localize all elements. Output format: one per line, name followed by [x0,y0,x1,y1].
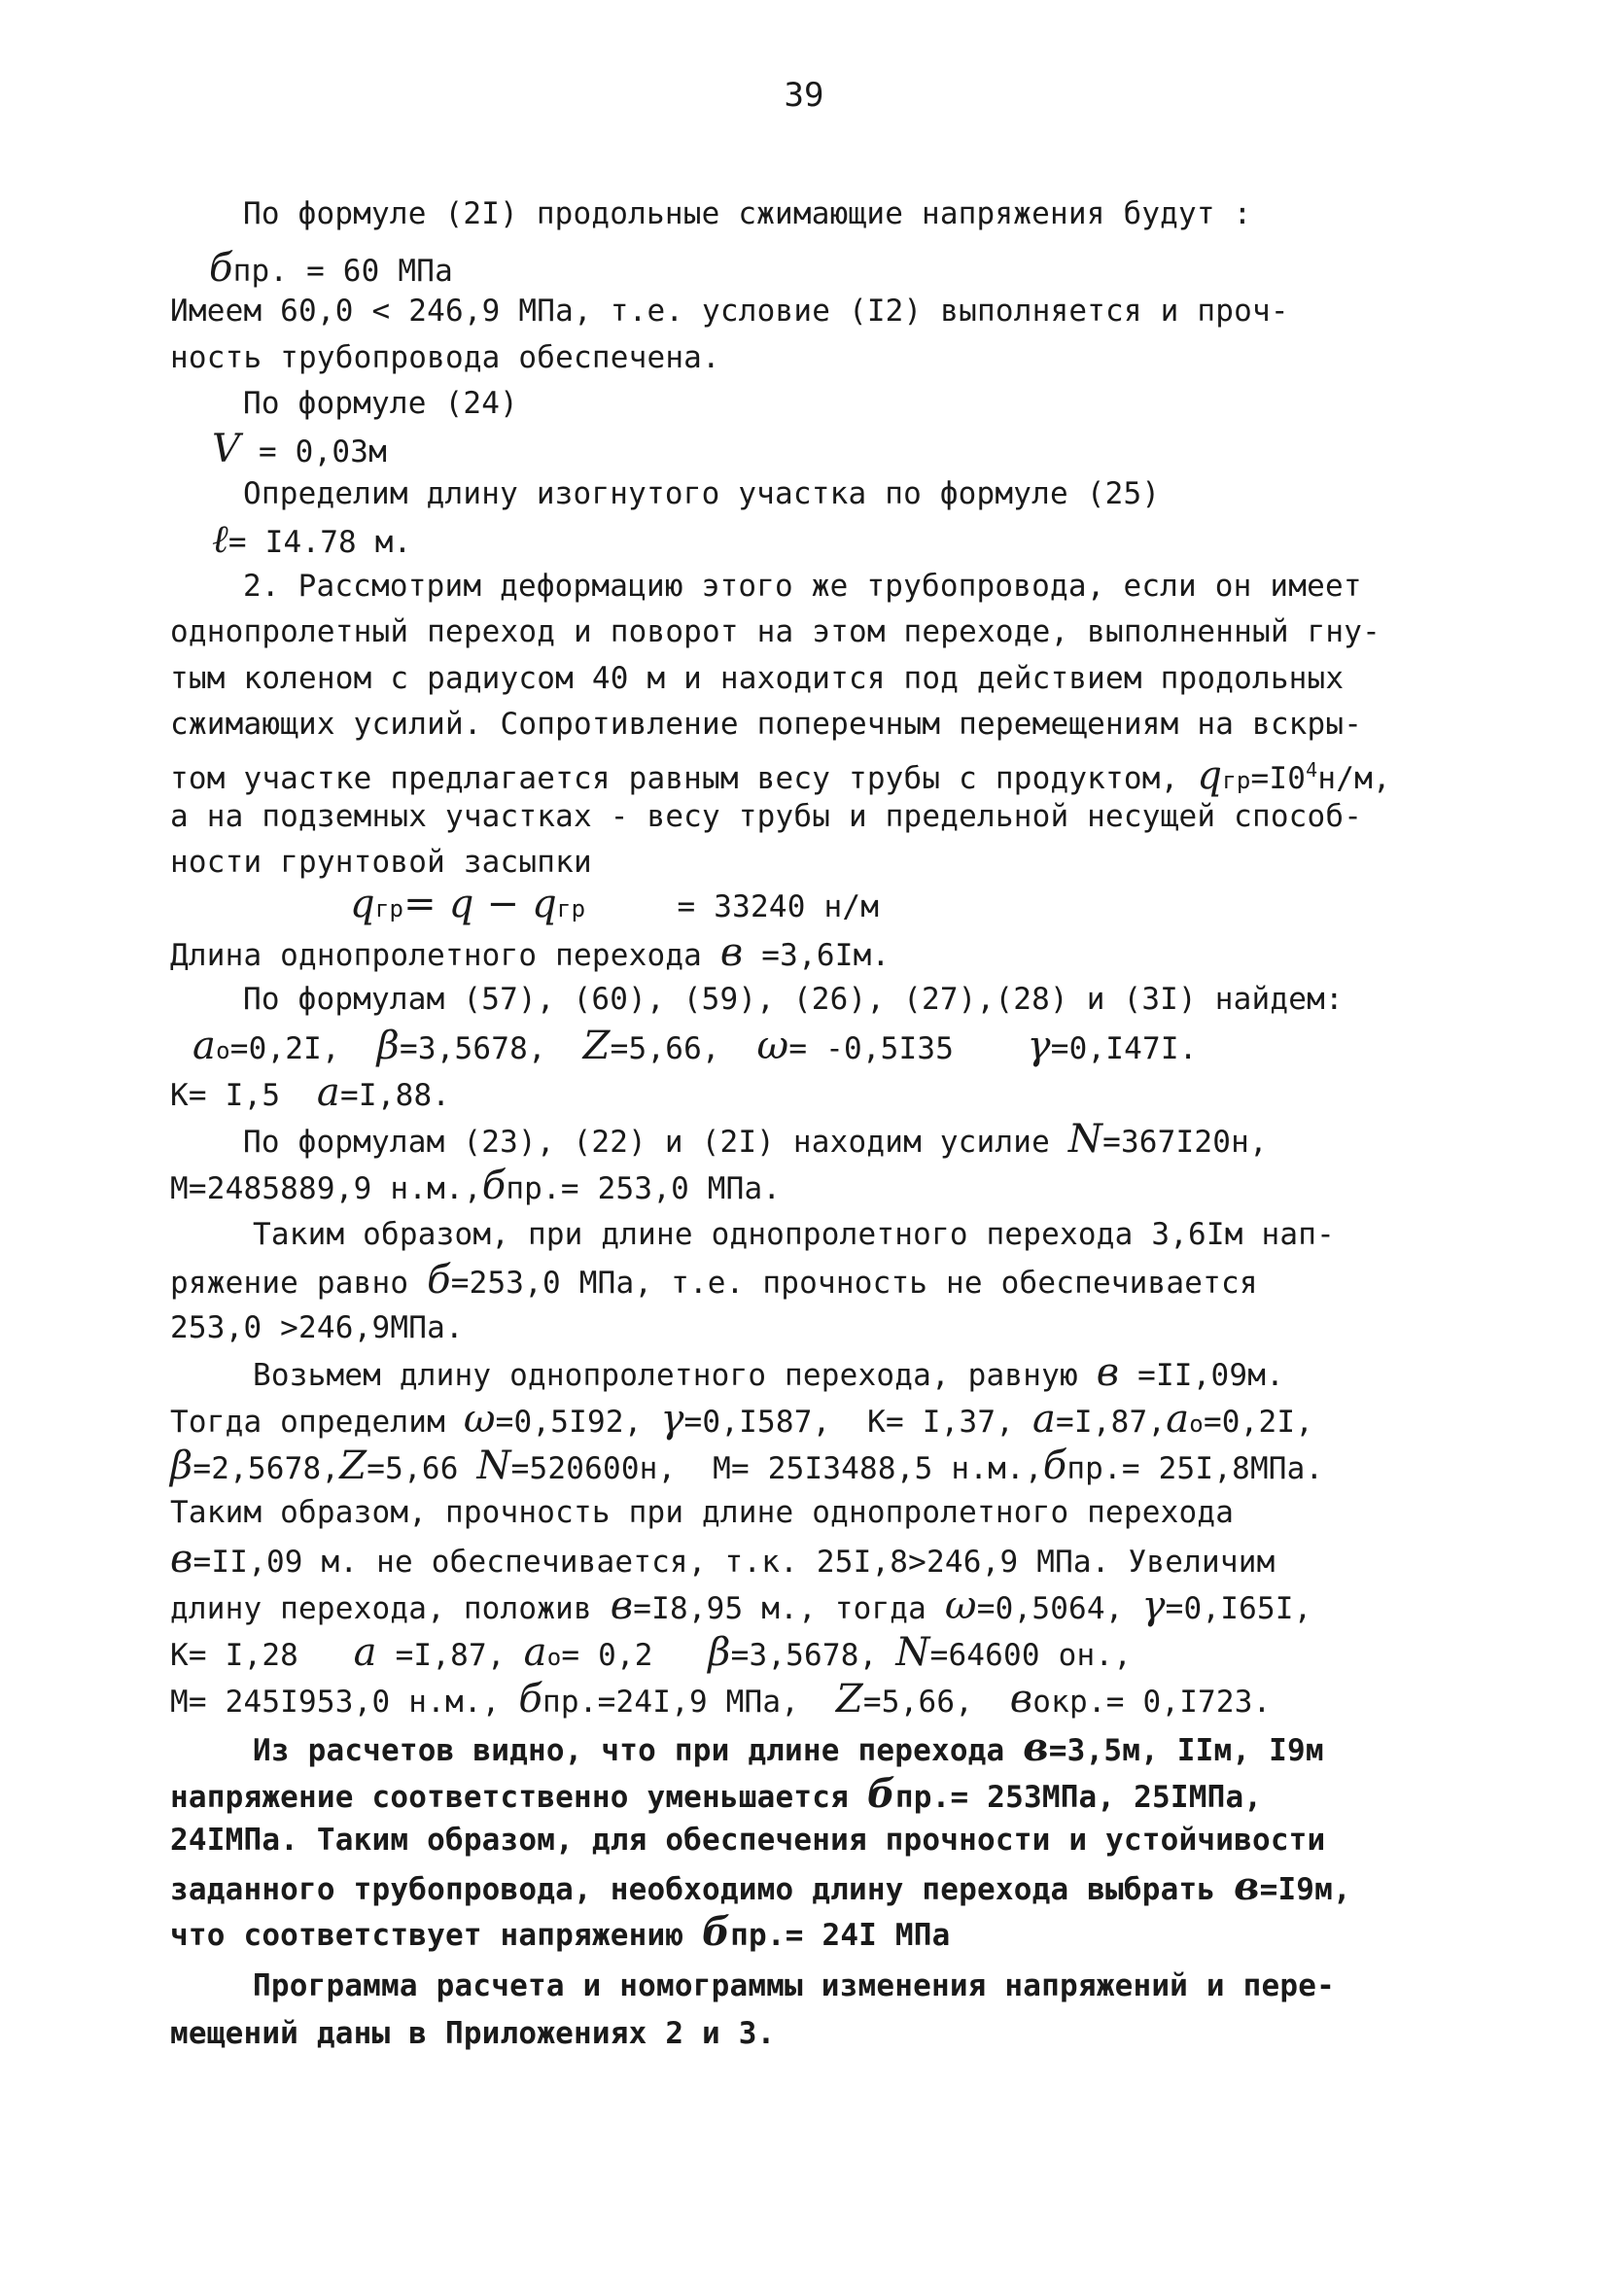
text-fragment: По формулам (57), (60), (59), (26), (27),(28) и (3I) найдем: [243,982,1344,1017]
handwritten-symbol: β [376,1024,400,1068]
text-line [170,1821,1325,1860]
text-line [170,930,891,975]
text-line [170,1863,1351,1909]
handwritten-symbol: ω [463,1397,496,1442]
text-line [170,659,1344,698]
text-fragment: =64600 он., [929,1638,1133,1673]
text-fragment: окр.= 0,I723. [1032,1685,1272,1720]
text-fragment: =I,87, [376,1638,524,1673]
text-fragment: =0,2I, [1203,1405,1314,1440]
handwritten-symbol: б [209,246,233,291]
text-fragment: M=2485889,9 н.м., [170,1171,482,1206]
text-line [243,384,518,423]
handwritten-symbol: в [1023,1724,1049,1770]
index-text: o [546,1644,562,1671]
handwritten-symbol: Z [835,1677,863,1722]
handwritten-symbol: в [1234,1863,1260,1909]
index-text: гр [374,895,404,922]
handwritten-symbol: a [1031,1397,1057,1442]
text-line [243,980,1344,1019]
text-fragment: а на подземных участках - весу трубы и предельной несущей способ- [170,799,1363,834]
text-line [170,1166,781,1208]
text-line [170,1493,1234,1532]
text-fragment: =5,66 [367,1451,477,1486]
text-line [170,843,592,882]
text-fragment: =367I20н, [1102,1125,1268,1160]
text-fragment: том участке предлагается равным весу трубы с продуктом, [170,761,1198,796]
text-fragment: =I,88. [339,1078,451,1113]
text-line [350,882,880,928]
text-fragment: По формулам (23), (22) и (2I) находим усилие [243,1125,1068,1160]
text-fragment: =II,09 м. не обеспечивается, т.к. 25I,8>246,9 МПа. Увеличим [192,1545,1276,1580]
text-fragment: 253,0 >246,9МПа. [170,1310,464,1345]
text-line [170,612,1381,651]
text-line [243,194,1252,233]
text-fragment: = 0,2 [561,1638,709,1673]
text-fragment: пр.= 24I МПа [730,1918,951,1953]
text-fragment: Имеем 60,0 < 246,9 МПа, т.е. условие (I2) выполняется и проч- [170,294,1289,329]
handwritten-symbol: б [1042,1444,1067,1488]
text-line [170,292,1289,330]
text-fragment: =0,I587, K= I,37, [683,1405,1032,1440]
text-line [170,797,1362,836]
text-fragment: = 0,03м [240,435,388,470]
text-line [212,517,412,562]
index-text: гр [1222,767,1251,794]
index-text: o [1189,1410,1204,1438]
text-fragment: что соответствует напряжению [170,1918,703,1953]
handwritten-symbol: a [353,1630,377,1675]
handwritten-symbol: в [1009,1677,1033,1722]
handwritten-symbol: q [350,882,375,926]
handwritten-symbol: V [212,427,241,471]
handwritten-symbol: N [476,1444,511,1488]
handwritten-symbol: q [1197,753,1223,798]
text-line [170,1630,1133,1677]
text-fragment: По формуле (2I) продольные сжимающие напряжения будут : [243,196,1252,231]
handwritten-symbol: ω [756,1024,789,1068]
text-fragment: K= I,28 [170,1638,354,1673]
text-line [170,705,1362,744]
handwritten-symbol: = q − q [403,882,557,926]
text-fragment: Определим длину изогнутого участка по формуле (25) [243,476,1161,511]
text-fragment: длину перехода, положив [170,1591,611,1626]
text-fragment: =II,09м. [1119,1358,1284,1393]
text-line [170,1070,451,1115]
text-fragment: = I4.78 м. [227,525,412,560]
handwritten-symbol: a [192,1024,217,1068]
text-line [170,1397,1314,1444]
text-fragment: =I8,95 м., тогда [633,1591,945,1626]
handwritten-symbol: γ [1141,1583,1166,1628]
text-fragment: =3,6Iм. [743,938,891,973]
text-line [192,1026,1198,1070]
text-fragment: напряжение соответственно уменьшается [170,1780,867,1815]
handwritten-symbol: б [481,1164,507,1208]
text-fragment: =520600н, M= 25I3488,5 н.м., [510,1451,1043,1486]
index-text: 4 [1306,758,1318,782]
handwritten-symbol: N [895,1630,930,1675]
text-fragment: =0,2I, [229,1031,377,1066]
text-fragment: =I9м, [1259,1872,1351,1907]
text-line [253,1215,1335,1254]
text-line [253,1966,1335,2005]
index-text: гр [556,895,586,922]
text-fragment: ряжение равно [170,1266,428,1301]
index-text: o [216,1037,230,1064]
handwritten-symbol: a [316,1070,340,1115]
handwritten-symbol: в [1096,1350,1120,1395]
text-fragment: ность трубопровода обеспечена. [170,340,720,375]
text-line [170,1583,1312,1628]
text-fragment: пр.=24I,9 МПа, [542,1685,836,1720]
text-fragment: =253,0 МПа, т.е. прочность не обеспечивается [450,1266,1258,1301]
text-fragment: однопролетный переход и поворот на этом переходе, выполненный гну- [170,614,1381,649]
handwritten-symbol: ℓ [212,517,228,562]
text-line [170,750,1391,800]
text-fragment: Длина однопролетного перехода [170,938,720,973]
text-line [212,427,388,471]
text-fragment: =2,5678, [192,1451,340,1486]
text-fragment: Таким образом, при длине однопролетного перехода 3,6Iм нап- [253,1217,1335,1252]
text-line [170,1446,1323,1488]
text-fragment: 24IМПа. Таким образом, для обеспечения прочности и устойчивости [170,1823,1326,1858]
text-fragment: =0,5064, [976,1591,1142,1626]
text-fragment: тым коленом с радиусом 40 м и находится под действием продольных [170,661,1345,696]
text-line [253,1350,1284,1395]
handwritten-symbol: б [866,1771,895,1817]
text-fragment: K= I,5 [170,1078,317,1113]
text-fragment: =5,66, [862,1685,1010,1720]
handwritten-symbol: γ [660,1397,684,1442]
text-line [243,474,1160,513]
text-fragment: = 33240 н/м [585,889,880,924]
text-line [209,246,453,291]
handwritten-symbol: Z [339,1444,367,1488]
text-fragment: M= 245I953,0 н.м., [170,1685,519,1720]
text-line [170,1258,1258,1303]
handwritten-symbol: б [518,1677,543,1722]
handwritten-symbol: Z [582,1024,611,1068]
text-line [170,1677,1272,1722]
text-line [170,2014,776,2053]
text-line [170,338,720,377]
text-fragment: Программа расчета и номограммы изменения напряжений и пере- [253,1968,1335,2003]
text-fragment: пр.= 25I,8МПа. [1066,1451,1324,1486]
handwritten-symbol: β [170,1444,193,1488]
text-line [170,1537,1276,1582]
text-fragment: По формуле (24) [243,386,518,421]
handwritten-symbol: б [702,1909,731,1955]
text-line [170,1909,951,1955]
text-fragment: Возьмем длину однопролетного перехода, равную [253,1358,1097,1393]
text-fragment: ности грунтовой засыпки [170,845,592,880]
handwritten-symbol: β [708,1630,731,1675]
text-fragment: н/м, [1317,761,1391,796]
text-line [170,1771,1263,1817]
text-fragment: Таким образом, прочность при длине однопролетного перехода [170,1495,1235,1530]
text-fragment: сжимающих усилий. Сопротивление поперечным перемещениям на вскры- [170,707,1363,742]
handwritten-symbol: γ [1027,1024,1051,1068]
text-line [243,567,1362,606]
text-fragment: = -0,5I35 [788,1031,1028,1066]
handwritten-symbol: a [1166,1397,1190,1442]
text-fragment: =3,5678, [730,1638,896,1673]
text-fragment: =0,I47I. [1050,1031,1198,1066]
text-fragment: Из расчетов видно, что при длине перехода [253,1733,1024,1768]
handwritten-symbol: ω [944,1583,977,1628]
text-fragment: =0,5I92, [495,1405,661,1440]
text-fragment: пр. = 60 МПа [232,254,453,289]
text-line [253,1724,1324,1770]
text-fragment: Тогда определим [170,1405,464,1440]
text-line [170,1308,464,1347]
text-fragment: заданного трубопровода, необходимо длину перехода выбрать [170,1872,1235,1907]
handwritten-symbol: в [719,930,744,975]
text-fragment: мещений даны в Приложениях 2 и 3. [170,2016,776,2051]
page-number: 39 [784,76,824,115]
handwritten-symbol: a [523,1630,547,1675]
text-fragment: =3,5м, IIм, I9м [1048,1733,1324,1768]
text-fragment: 2. Рассмотрим деформацию этого же трубопровода, если он имеет [243,569,1362,604]
handwritten-symbol: в [170,1537,193,1582]
text-line [243,1117,1268,1162]
handwritten-symbol: N [1067,1117,1103,1162]
handwritten-symbol: б [427,1258,451,1303]
text-fragment: =I0 [1250,761,1307,796]
text-fragment: =3,5678, [399,1031,583,1066]
handwritten-symbol: в [610,1583,634,1628]
text-fragment: пр.= 253,0 МПа. [506,1171,782,1206]
text-fragment: =5,66, [610,1031,757,1066]
text-fragment: пр.= 253МПа, 25IМПа, [894,1780,1263,1815]
text-fragment: =I,87, [1056,1405,1167,1440]
text-fragment: =0,I65I, [1165,1591,1312,1626]
